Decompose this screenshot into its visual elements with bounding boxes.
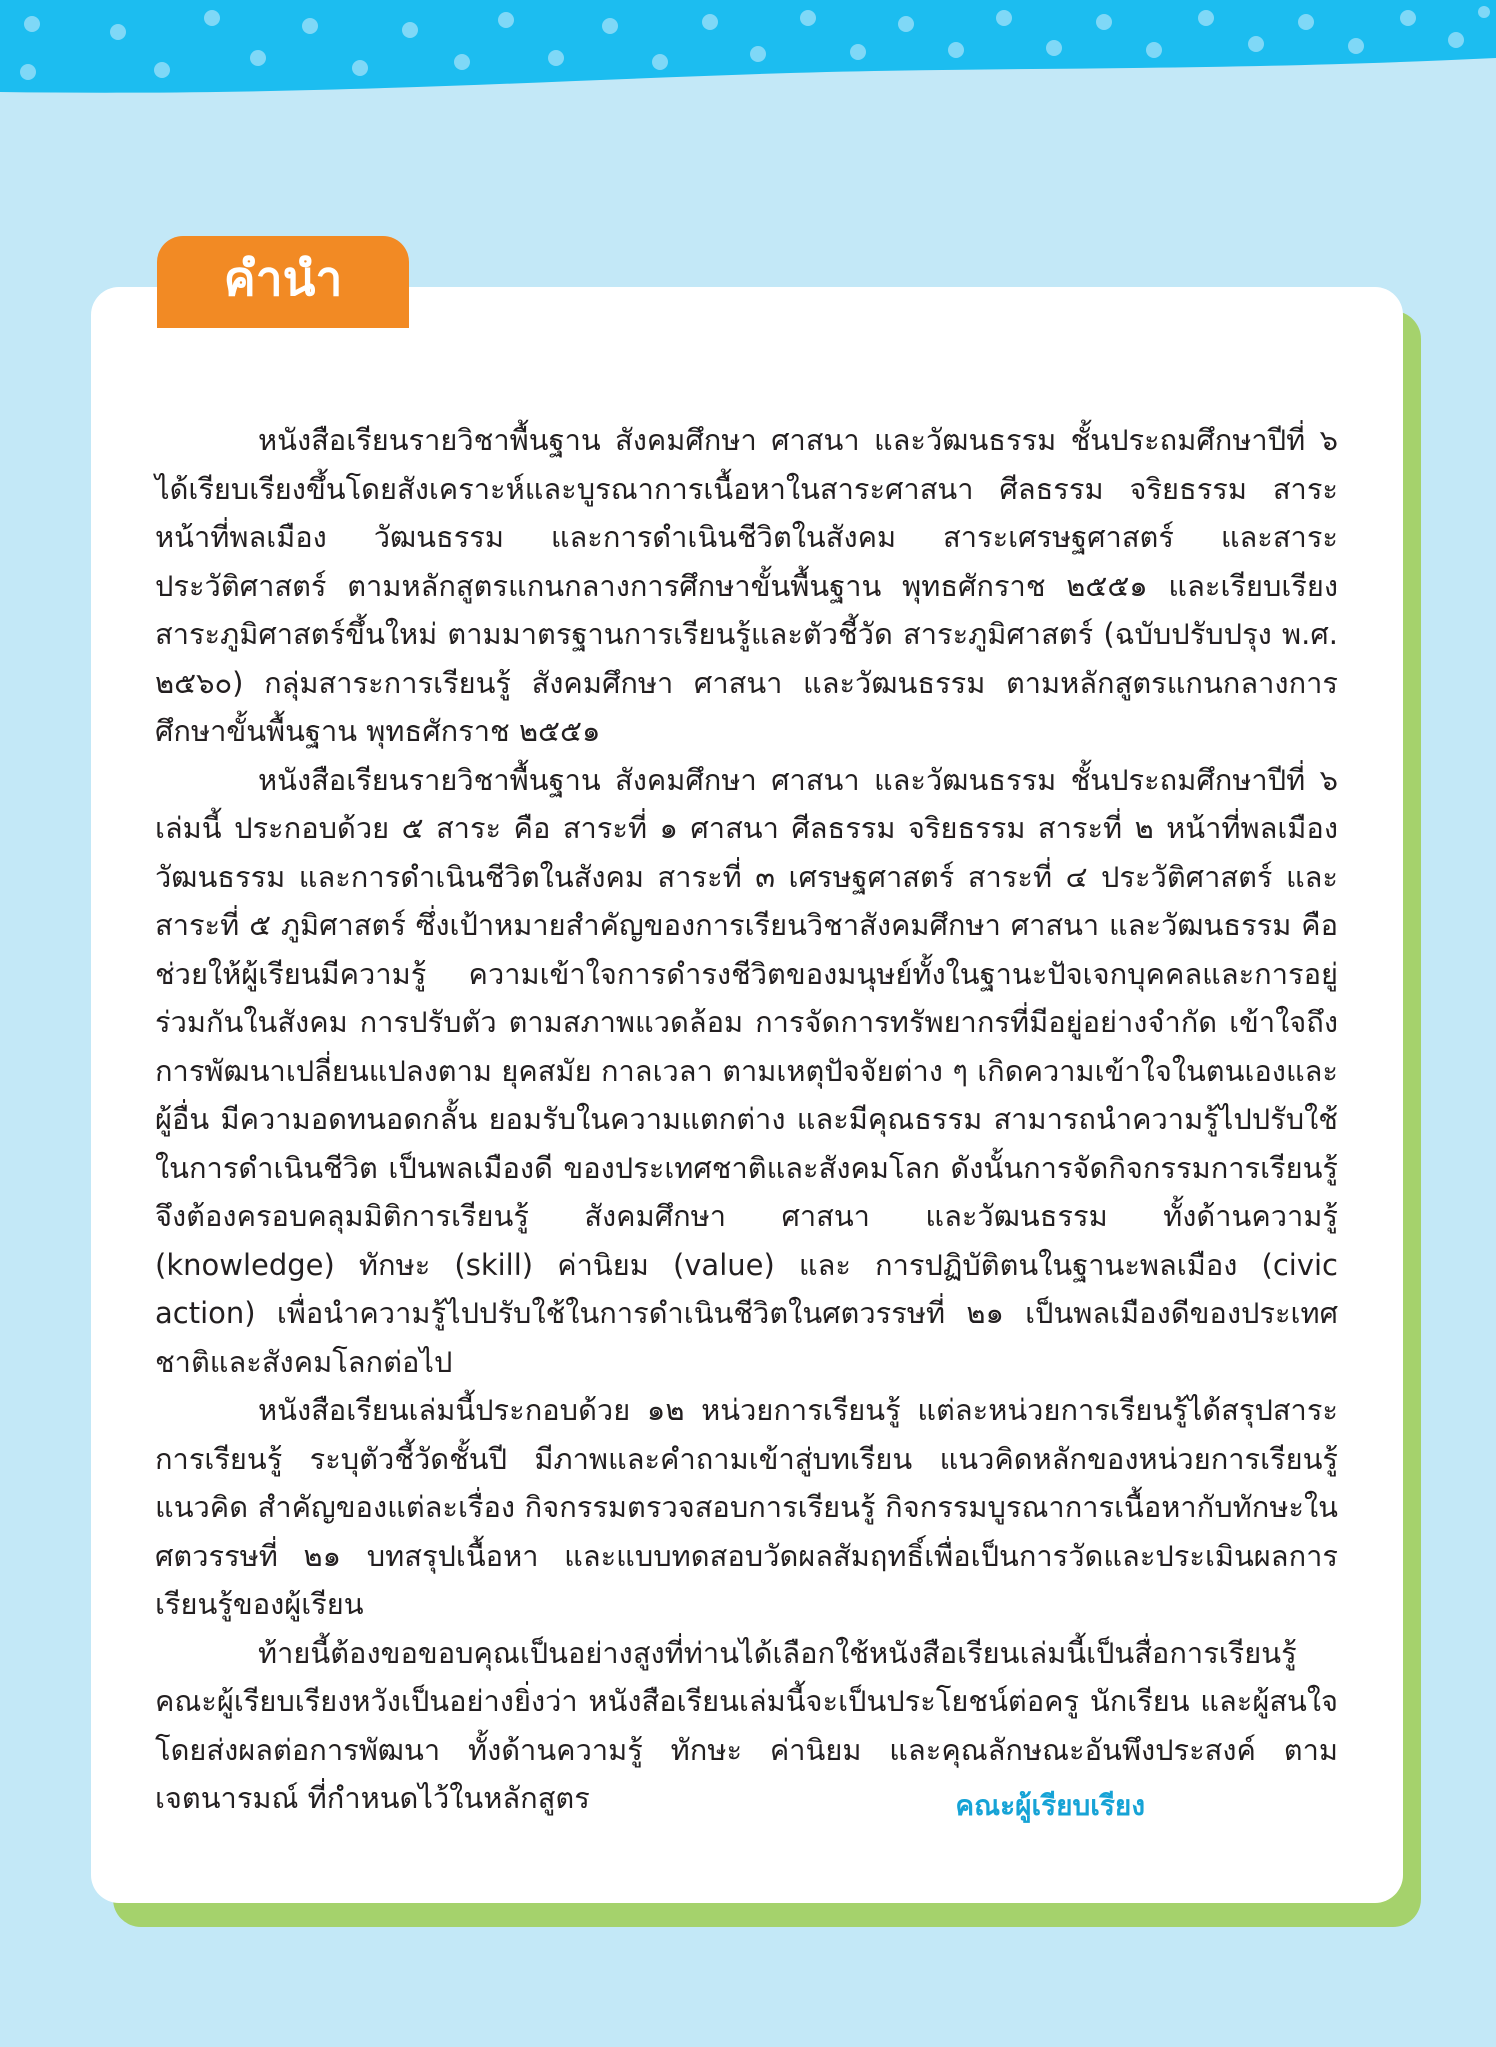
author-signature: คณะผู้เรียบเรียง	[955, 1789, 1145, 1822]
paragraph-2: หนังสือเรียนรายวิชาพื้นฐาน สังคมศึกษา ศาสนา และวัฒนธรรม ชั้นประถมศึกษาปีที่ ๖ เล่มนี้ ประกอบด้วย ๕ สาระ คือ สาระที่ ๑ ศาสนา ศีลธรรม จริยธรรม สาระที่ ๒ หน้าที่พลเมือง วัฒนธรรม และการดำเนินชีวิตในสังคม สาระที่ ๓ เศรษฐศาสตร์ สาระที่ ๔ ประวัติศาสตร์ และสาระที่ ๕ ภูมิศาสตร์ ซึ่งเป้าหมายสำคัญของการเรียนวิชาสังคมศึกษา ศาสนา และวัฒนธรรม คือ ช่วยให้ผู้เรียนมีความรู้ ความเข้าใจการดำรงชีวิตของมนุษย์ทั้งในฐานะปัจเจกบุคคลและการอยู่ร่วมกันในสังคม การปรับตัว ตามสภาพแวดล้อม การจัดการทรัพยากรที่มีอยู่อย่างจำกัด เข้าใจถึงการพัฒนาเปลี่ยนแปลงตาม ยุคสมัย กาลเวลา ตามเหตุปัจจัยต่าง ๆ เกิดความเข้าใจในตนเองและผู้อื่น มีความอดทนอดกลั้น ยอมรับในความแตกต่าง และมีคุณธรรม สามารถนำความรู้ไปปรับใช้ในการดำเนินชีวิต เป็นพลเมืองดี ของประเทศชาติและสังคมโลก ดังนั้นการจัดกิจกรรมการเรียนรู้จึงต้องครอบคลุมมิติการเรียนรู้ สังคมศึกษา ศาสนา และวัฒนธรรม ทั้งด้านความรู้ (knowledge) ทักษะ (skill) ค่านิยม (value) และ การปฏิบัติตนในฐานะพลเมือง (civic action) เพื่อนำความรู้ไปปรับใช้ในการดำเนินชีวิตในศตวรรษที่ ๒๑ เป็นพลเมืองดีของประเทศชาติและสังคมโลกต่อไป	[155, 762, 1338, 1379]
page-title-text: คำนำ	[223, 251, 343, 307]
paragraph-1: หนังสือเรียนรายวิชาพื้นฐาน สังคมศึกษา ศาสนา และวัฒนธรรม ชั้นประถมศึกษาปีที่ ๖ ได้เรียบเรียงขึ้นโดยสังเคราะห์และบูรณาการเนื้อหาในสาระศาสนา ศีลธรรม จริยธรรม สาระหน้าที่พลเมือง วัฒนธรรม และการดำเนินชีวิตในสังคม สาระเศรษฐศาสตร์ และสาระประวัติศาสตร์ ตามหลักสูตรแกนกลางการศึกษาขั้นพื้นฐาน พุทธศักราช ๒๕๕๑ และเรียบเรียงสาระภูมิศาสตร์ขึ้นใหม่ ตามมาตรฐานการเรียนรู้และตัวชี้วัด สาระภูมิศาสตร์ (ฉบับปรับปรุง พ.ศ. ๒๕๖๐) กลุ่มสาระการเรียนรู้ สังคมศึกษา ศาสนา และวัฒนธรรม ตามหลักสูตรแกนกลางการศึกษาขั้นพื้นฐาน พุทธศักราช ๒๕๕๑	[155, 423, 1338, 748]
page-title	[157, 236, 409, 328]
decorative-wave-band	[0, 0, 1496, 110]
paragraph-4: ท้ายนี้ต้องขอขอบคุณเป็นอย่างสูงที่ท่านได้เลือกใช้หนังสือเรียนเล่มนี้เป็นสื่อการเรียนรู้ คณะผู้เรียบเรียงหวังเป็นอย่างยิ่งว่า หนังสือเรียนเล่มนี้จะเป็นประโยชน์ต่อครู นักเรียน และผู้สนใจ โดยส่งผลต่อการพัฒนา ทั้งด้านความรู้ ทักษะ ค่านิยม และคุณลักษณะอันพึงประสงค์ ตามเจตนารมณ์ ที่กำหนดไว้ในหลักสูตร	[155, 1635, 1338, 1815]
preface-body	[155, 416, 1338, 1823]
paragraph-3: หนังสือเรียนเล่มนี้ประกอบด้วย ๑๒ หน่วยการเรียนรู้ แต่ละหน่วยการเรียนรู้ได้สรุปสาระ การเรียนรู้ ระบุตัวชี้วัดชั้นปี มีภาพและคำถามเข้าสู่บทเรียน แนวคิดหลักของหน่วยการเรียนรู้ แนวคิด สำคัญของแต่ละเรื่อง กิจกรรมตรวจสอบการเรียนรู้ กิจกรรมบูรณาการเนื้อหากับทักษะในศตวรรษที่ ๒๑ บทสรุปเนื้อหา และแบบทดสอบวัดผลสัมฤทธิ์เพื่อเป็นการวัดและประเมินผลการเรียนรู้ของผู้เรียน	[155, 1393, 1338, 1621]
